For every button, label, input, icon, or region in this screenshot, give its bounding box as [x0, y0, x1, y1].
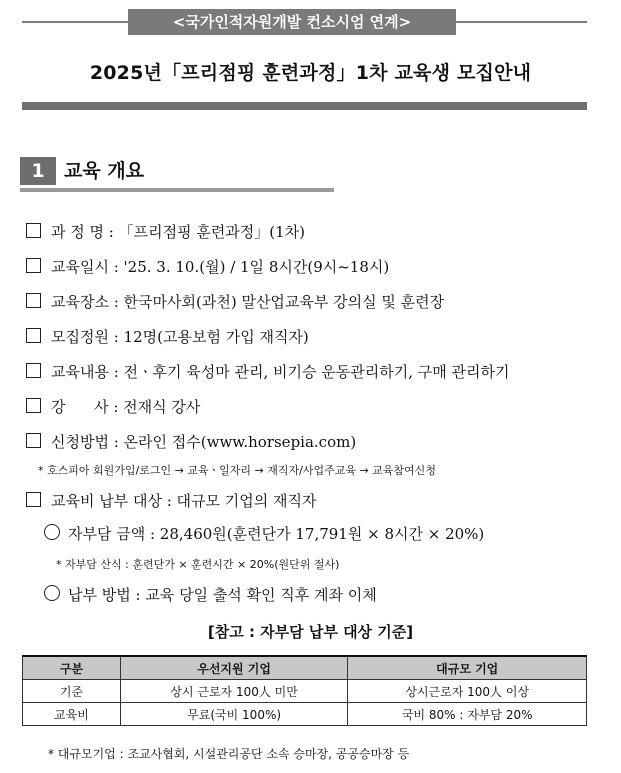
table-row [23, 680, 587, 703]
section-title: 교육 개요 [64, 160, 145, 182]
table-row [23, 703, 587, 726]
footnote: * 대규모기업 : 조교사협회, 시설관리공단 소속 승마장, 공공승마장 등 [48, 747, 410, 761]
checkbox-icon [26, 433, 41, 448]
checkbox-icon [26, 223, 41, 238]
table-cell: 상시근로자 100人 이상 [348, 680, 587, 703]
title-underline [22, 102, 587, 110]
circle-bullet-icon [44, 524, 60, 540]
table-header-row [23, 656, 587, 680]
list-item-text: 교육비 납부 대상 : 대규모 기업의 재직자 [51, 492, 317, 510]
checkbox-icon [26, 398, 41, 413]
table-cell: 무료(국비 100%) [120, 703, 348, 726]
list-item-text: 교육일시 : '25. 3. 10.(월) / 1일 8시간(9시~18시) [51, 258, 390, 276]
page-title: 2025년「프리점핑 훈련과정」1차 교육생 모집안내 [89, 62, 532, 84]
list-item-course [26, 221, 305, 242]
column-header: 구분 [23, 656, 121, 680]
list-item-text: 신청방법 : 온라인 접수(www.horsepia.com) [51, 433, 357, 451]
circle-bullet-icon [44, 585, 60, 601]
checkbox-icon [26, 258, 41, 273]
fee-amount [44, 523, 484, 544]
list-item-text: 모집정원 : 12명(고용보험 가입 재직자) [51, 328, 309, 346]
table-cell: 기준 [23, 680, 121, 703]
payment-method-text: 납부 방법 : 교육 당일 출석 확인 직후 계좌 이체 [68, 586, 377, 604]
list-item-application [26, 431, 356, 452]
checkbox-icon [26, 363, 41, 378]
program-tag: <국가인적자원개발 컨소시엄 연계> [128, 9, 456, 35]
column-header: 우선지원 기업 [120, 656, 348, 680]
list-item-text: 강 사 : 전재식 강사 [51, 398, 201, 416]
payment-method [44, 584, 377, 605]
checkbox-icon [26, 293, 41, 308]
fee-amount-text: 자부담 금액 : 28,460원(훈련단가 17,791원 × 8시간 × 20%) [68, 525, 485, 543]
list-item-text: 과 정 명 : 「프리점핑 훈련과정」(1차) [51, 223, 306, 241]
checkbox-icon [26, 328, 41, 343]
list-item-schedule [26, 256, 389, 277]
list-item-text: 교육장소 : 한국마사회(과천) 말산업교육부 강의실 및 훈련장 [51, 293, 445, 311]
list-item-capacity [26, 326, 309, 347]
table-cell: 상시 근로자 100人 미만 [120, 680, 348, 703]
checkbox-icon [26, 492, 41, 507]
table-cell: 교육비 [23, 703, 121, 726]
list-item-fee-target [26, 490, 317, 511]
section-underline [20, 188, 334, 192]
list-item-location [26, 291, 444, 312]
table-cell: 국비 80% : 자부담 20% [348, 703, 587, 726]
application-steps-note: * 호스피아 회원가입/로그인 → 교육ㆍ일자리 → 재직자/사업주교육 → 교육참여신청 [38, 464, 436, 477]
section-number: 1 [20, 157, 56, 185]
list-item-text: 교육내용 : 전ㆍ후기 육성마 관리, 비기승 운동관리하기, 구매 관리하기 [51, 363, 510, 381]
column-header: 대규모 기업 [348, 656, 587, 680]
reference-table [22, 655, 587, 726]
list-item-content [26, 361, 509, 382]
list-item-instructor [26, 396, 200, 417]
reference-title: [참고 : 자부담 납부 대상 기준] [207, 623, 414, 641]
fee-formula-note: * 자부담 산식 : 훈련단가 × 훈련시간 × 20%(원단위 절사) [56, 558, 340, 571]
